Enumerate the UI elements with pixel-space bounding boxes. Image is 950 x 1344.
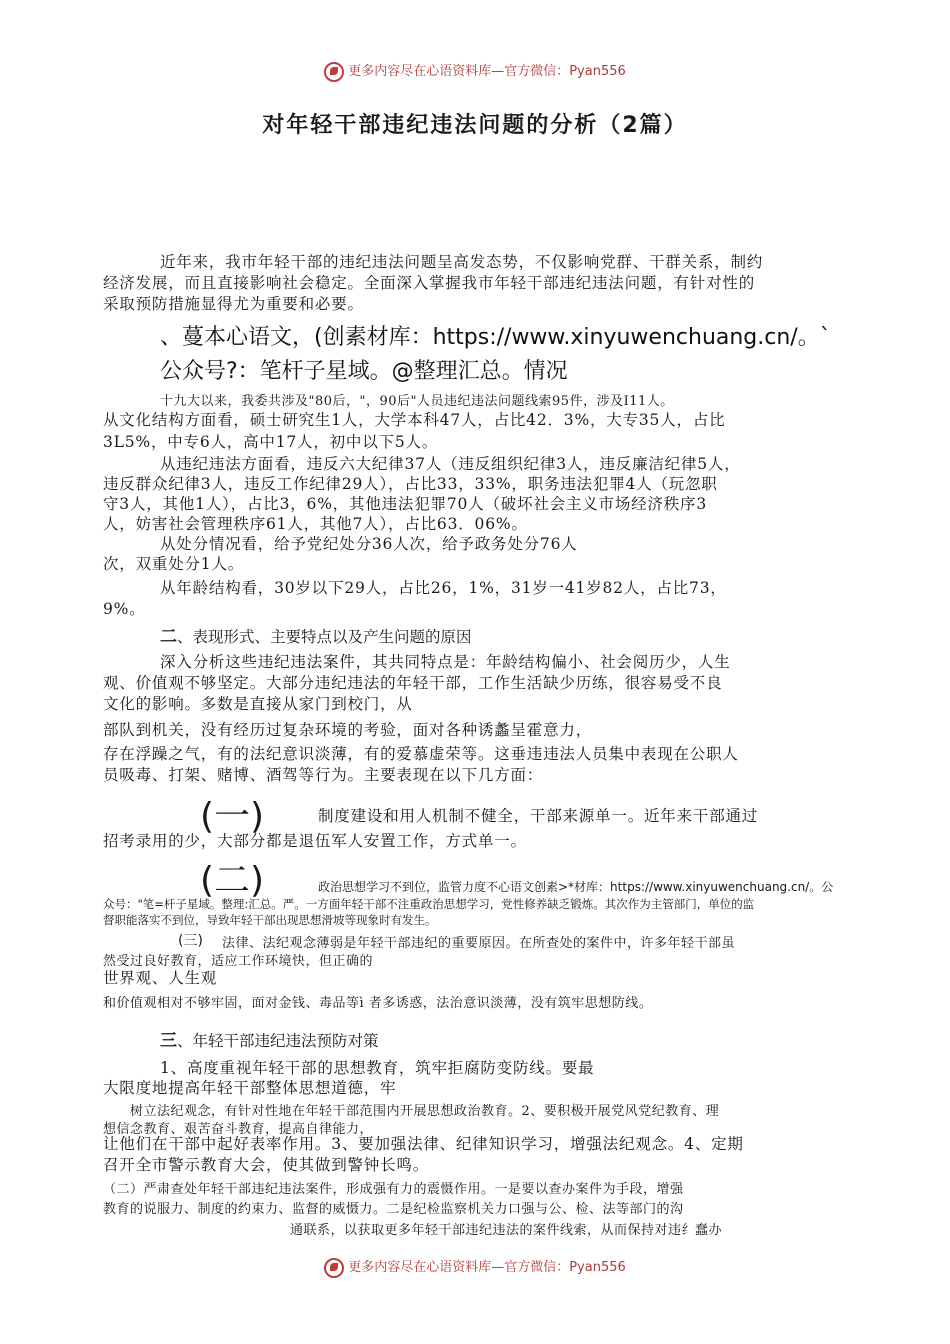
banner-line: 、蔓本心语文，(创素材库：https://www.xinyuwenchuang.cn/。` bbox=[160, 325, 831, 350]
s1-line: 9%。 bbox=[103, 600, 146, 618]
item2-line: 众号："笔=杆子星域。整理:汇总。严。一方面年轻干部不注重政治思想学习，党性修养缺乏锻炼。其次作为主管部门，单位的监 bbox=[103, 897, 755, 911]
s1-line: 次，双重处分1人。 bbox=[103, 555, 245, 573]
intro-line: 采取预防措施显得尤为重要和必要。 bbox=[103, 295, 364, 313]
item1-line: 制度建设和用人机制不健全，干部来源单一。近年来干部通过 bbox=[318, 807, 759, 825]
s1-line: 3L5%，中专6人，高中17人，初中以下5人。 bbox=[103, 433, 439, 451]
logo-icon bbox=[324, 62, 344, 82]
s1-line: 十九大以来，我委共涉及"80后，"，90后"人员违纪违法问题线索95件，涉及I11人。 bbox=[160, 394, 674, 409]
s1-line: 违反群众纪律3人，违反工作纪律29人），占比33，33%，职务违法犯罪4人（玩忽职 bbox=[103, 475, 718, 493]
s2-line: 员吸毒、打架、赌博、酒驾等行为。主要表现在以下几方面： bbox=[103, 766, 544, 784]
banner-line: 公众号?：笔杆子星域。@整理汇总。情况 bbox=[160, 359, 568, 384]
s1-line: 守3人，其他1人），占比3，6%，其他违法犯罪70人（破坏社会主义市场经济秩序3 bbox=[103, 495, 708, 513]
intro-line: 近年来，我市年轻干部的违纪违法问题呈高发态势，不仅影响党群、干群关系，制约 bbox=[160, 253, 764, 271]
item2-line: 政治思想学习不到位，监管力度不心语文创素>*材库：https://www.xinyuwenchuang.cn/。公 bbox=[318, 880, 834, 894]
s3-heading bbox=[160, 1026, 379, 1051]
s3-line: 教育的说服力、制度的约束力、监督的威慑力。二是纪检监察机关力口强与公、检、法等部门的沟 bbox=[103, 1202, 684, 1217]
intro-line: 经济发展，而且直接影响社会稳定。全面深入掌握我市年轻干部违纪违法问题，有针对性的 bbox=[103, 274, 756, 292]
page-header bbox=[0, 60, 950, 82]
footer-text: 更多内容尽在心语资料库—官方微信：Pyan556 bbox=[348, 1260, 626, 1275]
s1-line: 从处分情况看，给予党纪处分36人次，给予政务处分76人 bbox=[160, 535, 578, 553]
item3-line: 然受过良好教育，适应工作环境快，但正确的 bbox=[103, 954, 374, 969]
page-title: 对年轻干部违纪违法问题的分析（2篇） bbox=[262, 113, 688, 138]
item2-line: 督职能落实不到位，导致年轻干部出现思想滑坡等现象时有发生。 bbox=[103, 913, 437, 927]
s1-line: 人，妨害社会管理秩序61人，其他7人），占比63．06%。 bbox=[103, 515, 528, 533]
s2-line: 文化的影响。多数是直接从家门到校门，从 bbox=[103, 695, 413, 713]
s2-line: 存在浮躁之气，有的法纪意识淡薄，有的爱慕虚荣等。这垂违违法人员集中表现在公职人 bbox=[103, 745, 739, 763]
s3-line: 树立法纪观念，有针对性地在年轻干部范围内开展思想政治教育。2、要积极开展党风党纪教育、理 bbox=[130, 1104, 720, 1119]
s3-heading-num: 三 bbox=[160, 1031, 177, 1051]
s3-line: 1、高度重视年轻干部的思想教育，筑牢拒腐防变防线。要最 bbox=[160, 1059, 595, 1077]
s1-line: 从年龄结构看，30岁以下29人，占比26，1%，31岁一41岁82人，占比73， bbox=[160, 579, 727, 597]
item3-number: (三) bbox=[178, 933, 203, 949]
s1-line: 从文化结构方面看，硕士研究生1人，大学本科47人，占比42．3%，大专35人，占比 bbox=[103, 411, 726, 429]
page-footer bbox=[0, 1256, 950, 1278]
s3-line: （二）严肃查处年轻干部违纪违法案件，形成强有力的震慑作用。一是要以查办案件为手段，增强 bbox=[103, 1182, 684, 1197]
s3-line: 大限度地提高年轻干部整体思想道德，牢 bbox=[103, 1079, 397, 1097]
s2-heading-text: 、表现形式、主要特点以及产生问题的原因 bbox=[177, 628, 472, 646]
item1-number: (一) bbox=[200, 796, 265, 837]
s3-heading-text: 、年轻干部违纪违法预防对策 bbox=[177, 1032, 379, 1050]
item3-line: 和价值观相对不够牢固，面对金钱、毒品等ì 者多诱惑，法治意识淡薄，没有筑牢思想防线。 bbox=[103, 996, 653, 1011]
s3-line: 让他们在干部中起好表率作用。3、要加强法律、纪律知识学习，增强法纪观念。4、定期 bbox=[103, 1135, 744, 1153]
item3-line: 法律、法纪观念薄弱是年轻干部违纪的重要原因。在所查处的案件中，许多年轻干部虽 bbox=[222, 936, 736, 951]
s2-line: 部队到机关，没有经历过复杂环境的考验，面对各种诱蠡呈霍意力， bbox=[103, 721, 593, 739]
s3-line: 想信念教育、艰苦奋斗教育，提高自律能力， bbox=[103, 1122, 374, 1137]
s2-heading bbox=[160, 622, 472, 647]
header-text: 更多内容尽在心语资料库—官方微信：Pyan556 bbox=[348, 64, 626, 79]
logo-icon bbox=[324, 1258, 344, 1278]
item2-number: (二) bbox=[200, 860, 265, 901]
item3-line: 世界观、人生观 bbox=[103, 969, 218, 987]
s3-line: 通联系，以获取更多年轻干部违纪违法的案件线索，从而保持对违纟蠢办 bbox=[290, 1223, 723, 1238]
item1-line: 招考录用的少，大部分都是退伍军人安置工作，方式单一。 bbox=[103, 832, 527, 850]
s2-line: 深入分析这些违纪违法案件，其共同特点是：年龄结构偏小、社会阅历少，人生 bbox=[160, 653, 731, 671]
s2-heading-num: 二 bbox=[160, 627, 177, 647]
s2-line: 观、价值观不够坚定。大部分违纪违法的年轻干部，工作生活缺少历练，很容易受不良 bbox=[103, 674, 723, 692]
s3-line: 召开全市警示教育大会，使其做到警钟长鸣。 bbox=[103, 1156, 430, 1174]
s1-line: 从违纪违法方面看，违反六大纪律37人（违反组织纪律3人，违反廉洁纪律5人， bbox=[160, 455, 741, 473]
